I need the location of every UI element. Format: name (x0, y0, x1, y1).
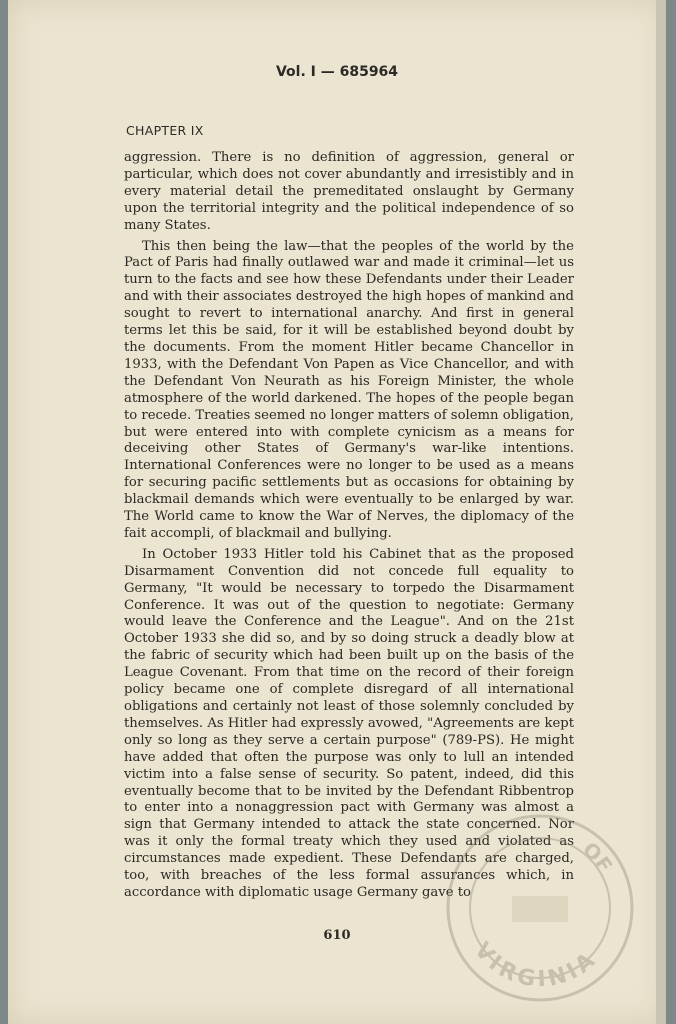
paragraph-3: In October 1933 Hitler told his Cabinet that as the proposed Disarmament Convention did not concede full equality to Germany, "It would be necessary to torpedo the Disarmament Conference. It was out of the question to negotiate: Germany would leave the Conference and the League". And on the 21st October 1933 she did so, and by so doing struck a deadly blow at the fabric of security which had been built up on the basis of the League Covenant. From that time on the record of their foreign policy became one of complete disregard of all international obligations and certainly not least of those solemnly concluded by themselves. As Hitler had expressly avowed, "Agreements are kept only so long as they serve a certain purpose" (789-PS). He might have added that often the purpose was only to lull an intended victim into a false sense of security. So patent, indeed, did this eventually become that to be invited by the Defendant Ribbentrop to enter into a nonaggression pact with Germany was almost a sign that Germany intended to attack the state concerned. Nor was it only the formal treaty which they used and violated as circumstances made expedient. These Defendants are charged, too, with breaches of the less formal assurances which, in accordance with diplomatic usage Germany gave to (124, 546, 574, 900)
page-number: 610 (323, 928, 351, 943)
volume-header: Vol. I — 685964 (275, 64, 399, 80)
body-text (124, 150, 574, 906)
seal-text-top: OF (578, 837, 618, 877)
document-page (8, 0, 666, 1024)
paragraph-1: aggression. There is no definition of aggression, general or particular, which does not cover abundantly and irresistibly and in every material detail the premeditated onslaught by Germany upon the territorial integrity and the political independence of so many States. (124, 150, 574, 233)
paragraph-2: This then being the law—that the peoples of the world by the Pact of Paris had finally outlawed war and made it criminal—let us turn to the facts and see how these Defendants under their Leader and with their associates destroyed the high hopes of mankind and sought to revert to international anarchy. And first in general terms let this be said, for it will be established beyond doubt by the documents. From the moment Hitler became Chancellor in 1933, with the Defendant Von Papen as Vice Chancellor, and with the Defendant Von Neurath as his Foreign Minister, the whole atmosphere of the world darkened. The hopes of the people began to recede. Treaties seemed no longer matters of solemn obligation, but were entered into with complete cynicism as a means for deceiving other States of Germany's war-like intentions. International Conferences were no longer to be used as a means for securing pacific settlements but as occasions for obtaining by blackmail demands which were eventually to be enlarged by war. The World came to know the War of Nerves, the diplomacy of the fait accompli, of blackmail and bullying. (124, 238, 574, 541)
seal-text-bottom: VIRGINIA (468, 937, 603, 993)
chapter-title: CHAPTER IX (126, 123, 204, 138)
page-edge (656, 0, 666, 1024)
